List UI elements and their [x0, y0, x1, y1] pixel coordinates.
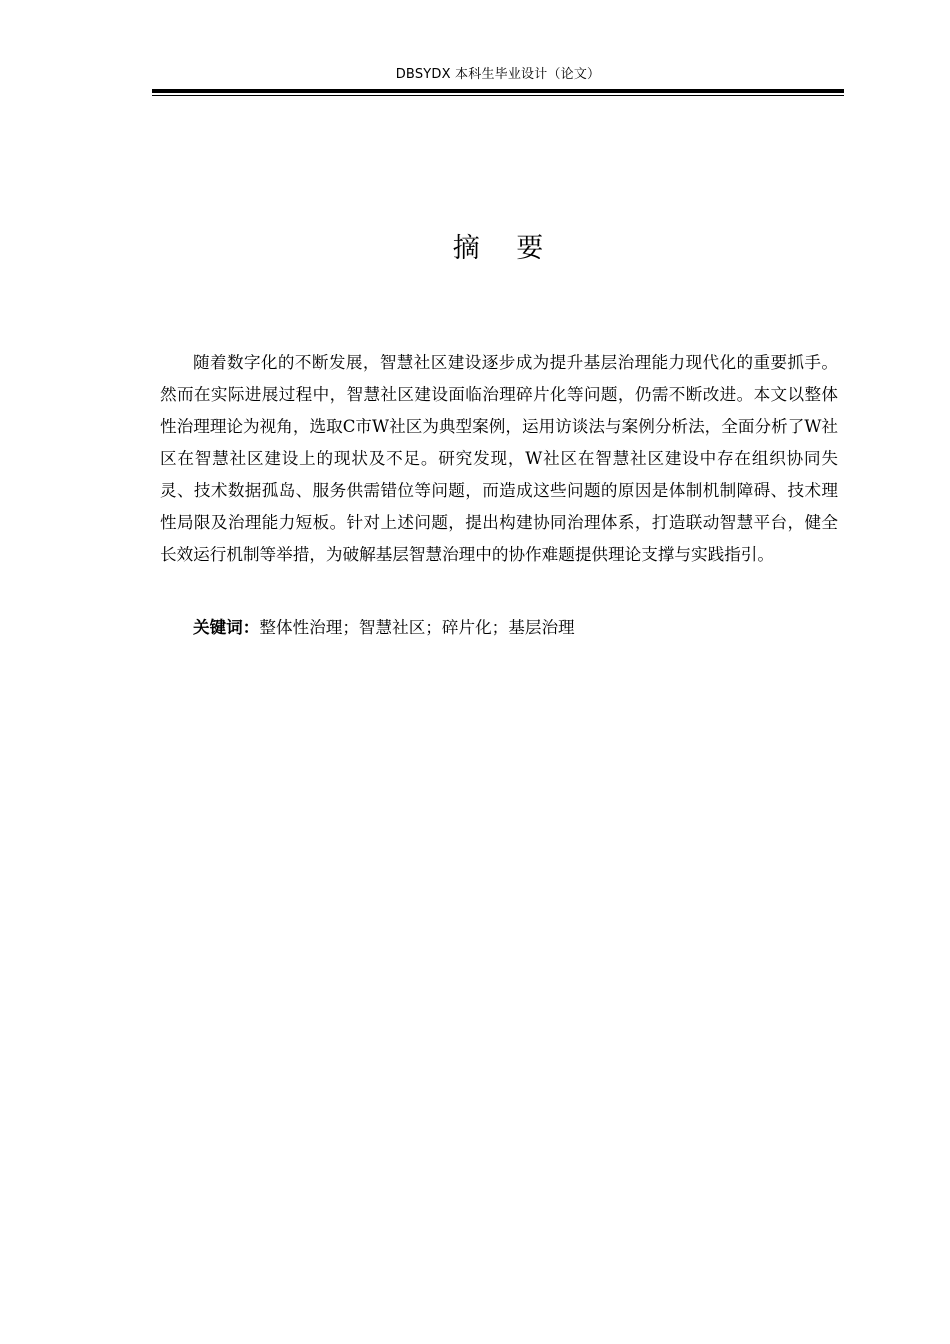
keywords-text: 整体性治理；智慧社区；碎片化；基层治理 [259, 618, 575, 637]
keywords-line [193, 614, 838, 642]
abstract-body: 随着数字化的不断发展，智慧社区建设逐步成为提升基层治理能力现代化的重要抓手。然而在实际进展过程中，智慧社区建设面临治理碎片化等问题，仍需不断改进。本文以整体性治理理论为视角，选取C市W社区为典型案例，运用访谈法与案例分析法，全面分析了W社区在智慧社区建设上的现状及不足。研究发现，W社区在智慧社区建设中存在组织协同失灵、技术数据孤岛、服务供需错位等问题，而造成这些问题的原因是体制机制障碍、技术理性局限及治理能力短板。针对上述问题，提出构建协同治理体系，打造联动智慧平台，健全长效运行机制等举措，为破解基层智慧治理中的协作难题提供理论支撑与实践指引。 [160, 353, 838, 564]
running-header: DBSYDX 本科生毕业设计（论文） [395, 67, 601, 82]
header-rule-thin [152, 95, 844, 96]
keywords-label: 关键词： [193, 618, 260, 637]
header-rule-thick [152, 89, 844, 93]
abstract-title: 摘 要 [452, 233, 558, 264]
